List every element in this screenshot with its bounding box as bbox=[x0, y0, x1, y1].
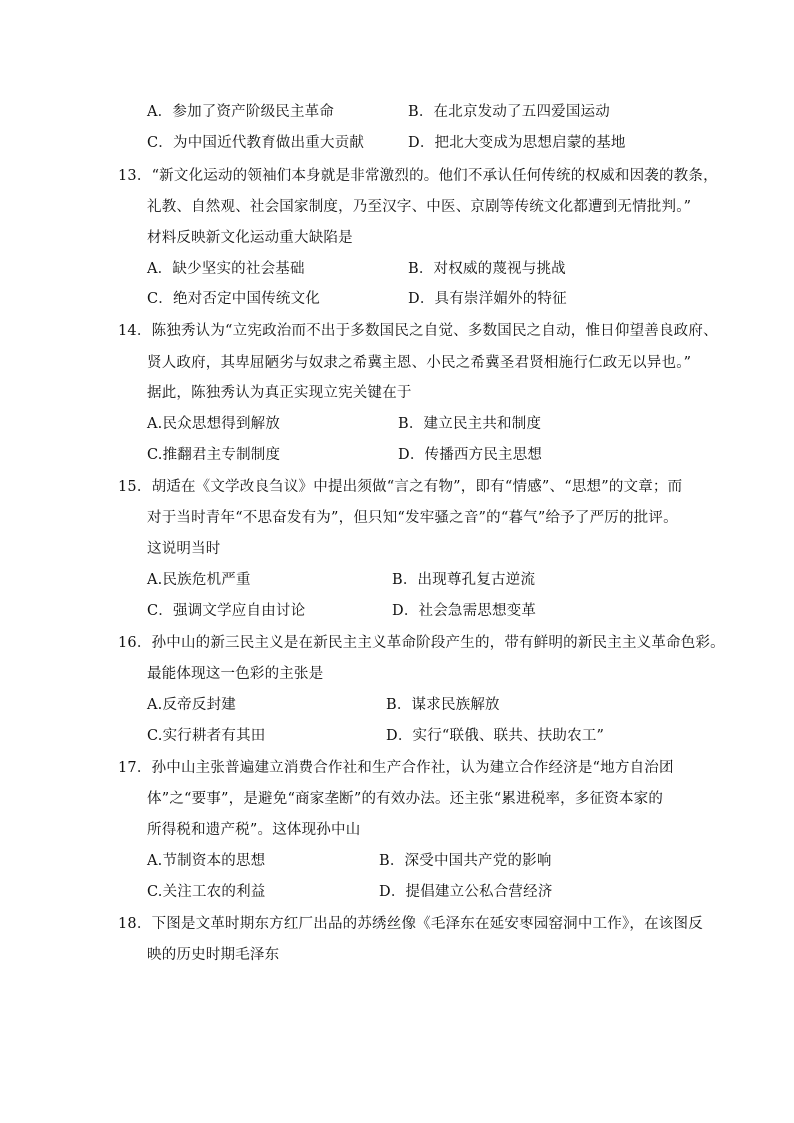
q13-option-c: C．绝对否定中国传统文化 bbox=[147, 291, 320, 307]
q15-number: 15． bbox=[118, 479, 152, 495]
q12-option-a: A．参加了资产阶级民主革命 bbox=[147, 104, 335, 120]
q15-stem-text-1: 胡适在《文学改良刍议》中提出须做“言之有物”，即有“情感”、“思想”的文章；而 bbox=[151, 479, 683, 495]
q14-option-c: C.推翻君主专制制度 bbox=[147, 447, 281, 463]
q15-option-a: A.民族危机严重 bbox=[147, 572, 251, 588]
q17-stem-line-1 bbox=[118, 758, 674, 778]
q15-stem-line-1 bbox=[118, 477, 682, 497]
q17-stem-line-2: 体”之“要事”，是避免“商家垄断”的有效办法。还主张“累进税率，多征资本家的 bbox=[147, 791, 664, 807]
q13-option-d: D．具有崇洋媚外的特征 bbox=[408, 291, 567, 307]
q15-option-c: C．强调文学应自由讨论 bbox=[147, 603, 306, 619]
q13-option-b: B．对权威的蔑视与挑战 bbox=[408, 261, 566, 277]
q13-option-a: A．缺少坚实的社会基础 bbox=[147, 261, 305, 277]
q18-stem-line-1 bbox=[118, 914, 703, 934]
q12-option-c: C．为中国近代教育做出重大贡献 bbox=[147, 135, 365, 151]
q16-stem-text-1: 孙中山的新三民主义是在新民主主义革命阶段产生的，带有鲜明的新民主主义革命色彩。 bbox=[151, 635, 725, 651]
q16-option-b: B．谋求民族解放 bbox=[386, 697, 500, 713]
q14-stem-text-1: 陈独秀认为“立宪政治而不出于多数国民之自觉、多数国民之自动，惟日仰望善良政府、 bbox=[151, 323, 718, 339]
q16-option-d: D．实行“联俄、联共、扶助农工” bbox=[386, 728, 605, 744]
q16-stem-line-2: 最能体现这一色彩的主张是 bbox=[147, 666, 324, 682]
q13-number: 13． bbox=[118, 168, 152, 184]
q18-number: 18． bbox=[118, 916, 152, 932]
q16-number: 16． bbox=[118, 635, 152, 651]
q17-option-b: B．深受中国共产党的影响 bbox=[379, 853, 552, 869]
q15-stem-line-2: 对于当时青年“不思奋发有为”，但只知“发牢骚之音”的“暮气”给予了严厉的批评。 bbox=[147, 510, 678, 526]
q13-stem-text-1: “新文化运动的领袖们本身就是非常激烈的。他们不承认任何传统的权威和因袭的教条， bbox=[151, 168, 718, 184]
q14-number: 14． bbox=[118, 323, 152, 339]
q14-stem-line-3: 据此，陈独秀认为真正实现立宪关键在于 bbox=[147, 385, 412, 401]
q15-stem-line-3: 这说明当时 bbox=[147, 541, 221, 557]
q13-stem-line-1 bbox=[118, 166, 718, 186]
q17-option-d: D．提倡建立公私合营经济 bbox=[379, 884, 553, 900]
q17-number: 17． bbox=[118, 760, 152, 776]
q16-option-c: C.实行耕者有其田 bbox=[147, 728, 266, 744]
q15-option-d: D．社会急需思想变革 bbox=[392, 603, 537, 619]
q12-option-b: B．在北京发动了五四爱国运动 bbox=[408, 104, 610, 120]
q13-stem-line-3: 材料反映新文化运动重大缺陷是 bbox=[147, 230, 353, 246]
q14-option-a: A.民众思想得到解放 bbox=[147, 416, 281, 432]
q14-option-d: D．传播西方民主思想 bbox=[398, 447, 543, 463]
q17-option-a: A.节制资本的思想 bbox=[147, 853, 266, 869]
q16-option-a: A.反帝反封建 bbox=[147, 697, 236, 713]
q18-stem-line-2: 映的历史时期毛泽东 bbox=[147, 947, 280, 963]
q14-option-b: B．建立民主共和制度 bbox=[398, 416, 542, 432]
q12-option-d: D．把北大变成为思想启蒙的基地 bbox=[408, 135, 626, 151]
q17-option-c: C.关注工农的利益 bbox=[147, 884, 266, 900]
q14-stem-line-2: 贤人政府，其卑屈陋劣与奴隶之希冀主恩、小民之希冀圣君贤相施行仁政无以异也。” bbox=[147, 355, 692, 371]
q16-stem-line-1 bbox=[118, 633, 725, 653]
q14-stem-line-1 bbox=[118, 321, 718, 341]
q15-option-b: B．出现尊孔复古逆流 bbox=[392, 572, 536, 588]
q18-stem-text-1: 下图是文革时期东方红厂出品的苏绣丝像《毛泽东在延安枣园窑洞中工作》，在该图反 bbox=[151, 916, 703, 932]
q17-stem-line-3: 所得税和遗产税”。这体现孙中山 bbox=[147, 822, 361, 838]
q17-stem-text-1: 孙中山主张普遍建立消费合作社和生产合作社，认为建立合作经济是“地方自治团 bbox=[151, 760, 674, 776]
q13-stem-line-2: 礼教、自然观、社会国家制度，乃至汉字、中医、京剧等传统文化都遭到无情批判。” bbox=[147, 199, 692, 215]
